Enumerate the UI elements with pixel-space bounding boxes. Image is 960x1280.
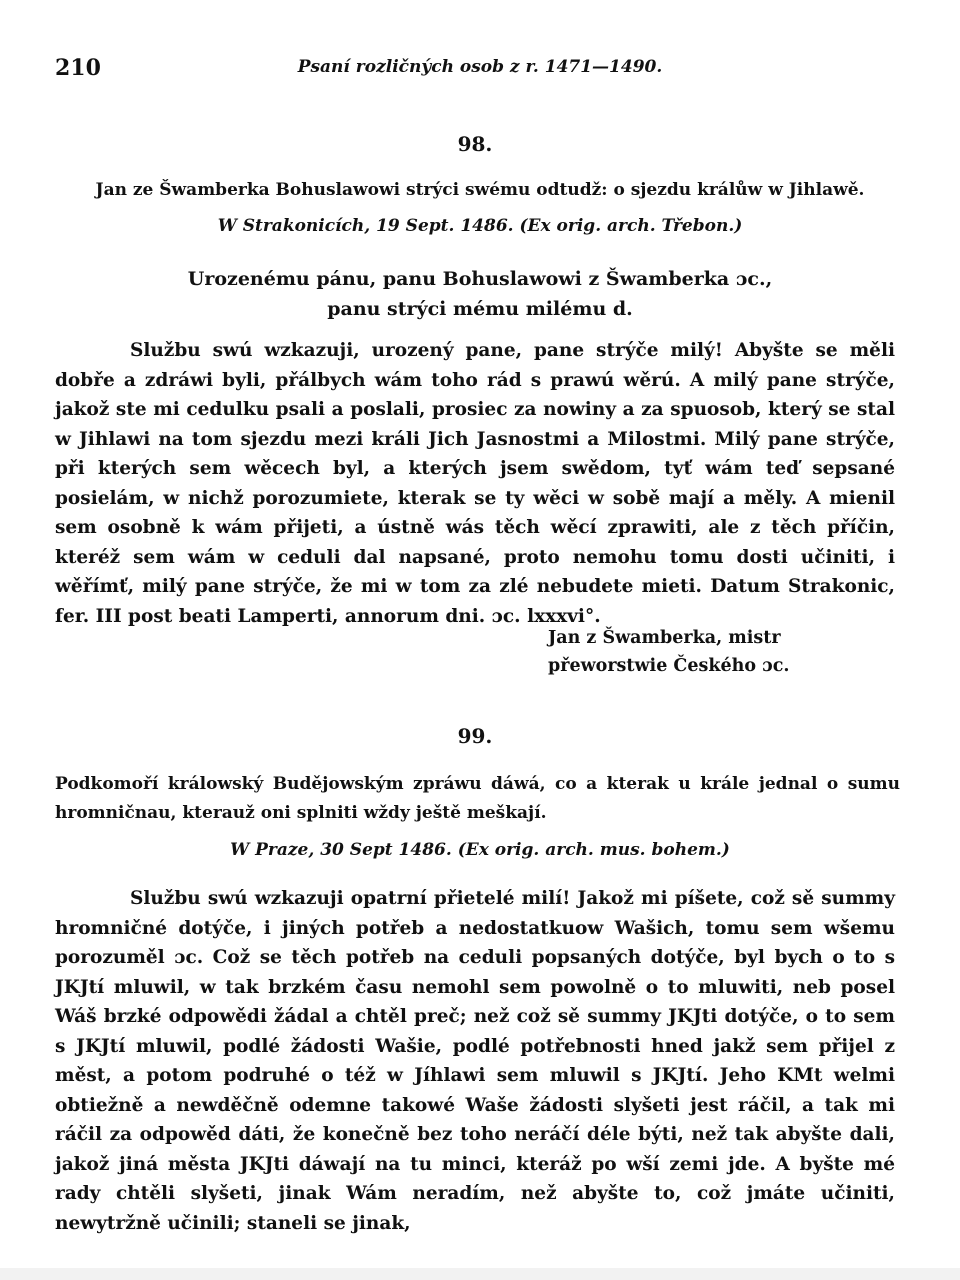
letter-99-summary: Podkomoří králowský Budějowským zpráwu dáwá, co a kterak u krále jednal o sumu hromničnau, kterauž oni splniti wždy ještě meškají. — [55, 774, 900, 823]
letter-98-body: Službu swú wzkazuji, urozený pane, pane strýče milý! Abyšte se měli dobře a zdráwi byli, přálbych wám toho rád s prawú wěrú. A milý pane strýče, jakož ste mi cedulku psali a poslali, prosiec za nowiny a za spuosob, který se stal w Jihlawi na tom sjezdu mezi králi Jich Jasnostmi a Milostmi. Milý pane strýče, při kterých sem wěcech byl, a kterých jsem swědom, tyť wám teď sepsané posielám, w nichž porozumiete, kterak se ty wěci w sobě mají a měly. A mienil sem osobně k wám přijeti, a ústně wás těch wěcí zprawiti, ale z těch příčin, kteréž sem wám w ceduli dal napsané, proto nemohu tomu dosti učiniti, i wěřímť, milý pane strýče, že mi w tom za zlé nebudete mieti. Datum Strakonic, fer. III post beati Lamperti, annorum dni. ɔc. lxxxvi°. — [55, 340, 895, 627]
letter-99-dateline: W Praze, 30 Sept 1486. (Ex orig. arch. mus. bohem.) — [230, 840, 730, 860]
letter-98-address: Urozenému pánu, panu Bohuslawowi z Šwamberka ɔc., panu strýci mému milému d. — [187, 268, 773, 320]
page-bottom-edge — [0, 1268, 960, 1280]
letter-98-dateline: W Strakonicích, 19 Sept. 1486. (Ex orig. arch. Třebon.) — [217, 216, 743, 236]
letter-98-summary: Jan ze Šwamberka Bohuslawowi strýci swému odtudž: o sjezdu králůw w Jihlawě. — [95, 180, 865, 200]
page-header — [55, 55, 905, 85]
page-number: 210 — [55, 55, 101, 81]
letter-99-body: Službu swú wzkazuji opatrní přietelé milí! Jakož mi píšete, což sě summy hromničné dotýče, i jiných potřeb a nedostatkuow Wašich, tomu sem wšemu porozuměl ɔc. Což se těch potřeb na ceduli popsaných dotýče, byl bych o to s JKJtí mluwil, w tak brzkém času nemohl sem powolně o to mluwiti, neb posel Wáš brzké odpowědi žádal a chtěl preč; než což sě summy JKJti dotýče, o to sem s JKJtí mluwil, podlé žádosti Wašie, podlé potřebnosti hned jakž sem přijel z měst, a potom podruhé o též w Jíhlawi sem mluwil s JKJtí. Jeho KMt welmi obtiežně a newděčně odemne takowé Waše žádosti slyšeti jest ráčil, a tak mi ráčil za odpowěd dáti, že konečně bez toho neráčí déle býti, než tak abyšte dali, jakož jiná města JKJti dáwají na tu minci, kteráž po wší zemi jde. A byšte mé rady chtěli slyšeti, jinak Wám neradím, než abyšte to, což jmáte učiniti, newytržně učinili; staneli se jinak, — [55, 888, 895, 1234]
running-title: Psaní rozličných osob z r. 1471—1490. — [297, 57, 663, 77]
letter-98-number: 98. — [457, 132, 493, 156]
letter-98-signature: Jan z Šwamberka, mistr přeworstwie Českého ɔc. — [548, 628, 790, 676]
letter-99-number: 99. — [457, 724, 493, 748]
